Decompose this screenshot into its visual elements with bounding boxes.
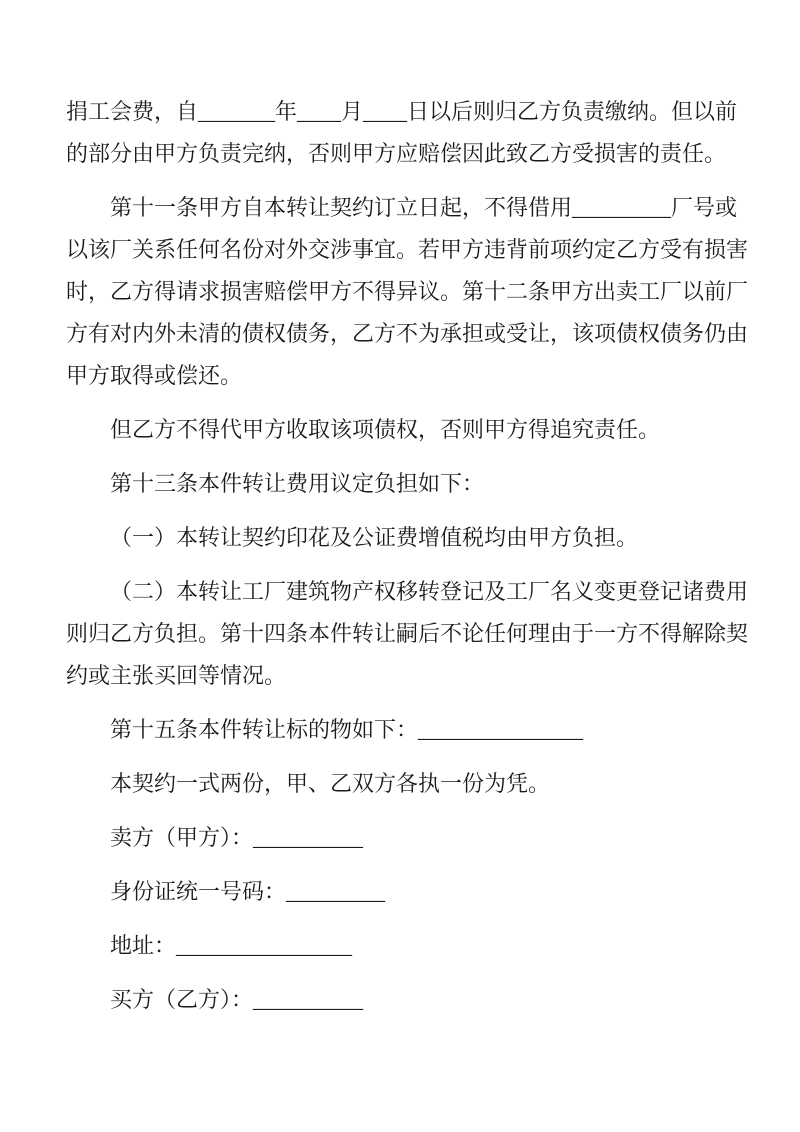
paragraph-clause-13-item-1: （一）本转让契约印花及公证费增值税均由甲方负担。 [110,525,639,550]
paragraph-clause-13: 第十三条本件转让费用议定负担如下： [110,471,485,496]
paragraph-debt-collection-note: 但乙方不得代甲方收取该项债权，否则甲方得追究责任。 [110,417,661,442]
paragraph-clause-11-12: 第十一条甲方自本转让契约订立日起，不得借用_________厂号或以该厂关系任何名份对外交涉事宜。若甲方违背前项约定乙方受有损害时，乙方得请求损害赔偿甲方不得异议。第十二条甲方出卖工厂以前厂方有对内外未清的债权债务，乙方不为承担或受让，该项债权债务仍由甲方取得或偿还。 [66,195,749,388]
paragraph-buyer-signature-line: 买方（乙方）：__________ [110,987,364,1012]
paragraph-seller-signature-line: 卖方（甲方）：__________ [110,825,364,850]
paragraph-clause-15-subject-matter: 第十五条本件转让标的物如下：_______________ [110,717,584,742]
paragraph-copies-note: 本契约一式两份，甲、乙双方各执一份为凭。 [110,771,551,796]
paragraph-id-number-line: 身份证统一号码：_________ [110,879,386,904]
paragraph-union-fee-clause: 捐工会费，自_______年____月____日以后则归乙方负责缴纳。但以前的部分由甲方负责完纳，否则甲方应赔偿因此致乙方受损害的责任。 [66,99,738,166]
paragraph-clause-13-item-2-clause-14: （二）本转让工厂建筑物产权移转登记及工厂名义变更登记诸费用则归乙方负担。第十四条本件转让嗣后不论任何理由于一方不得解除契约或主张买回等情况。 [66,579,749,688]
paragraph-address-line: 地址：________________ [110,933,353,958]
